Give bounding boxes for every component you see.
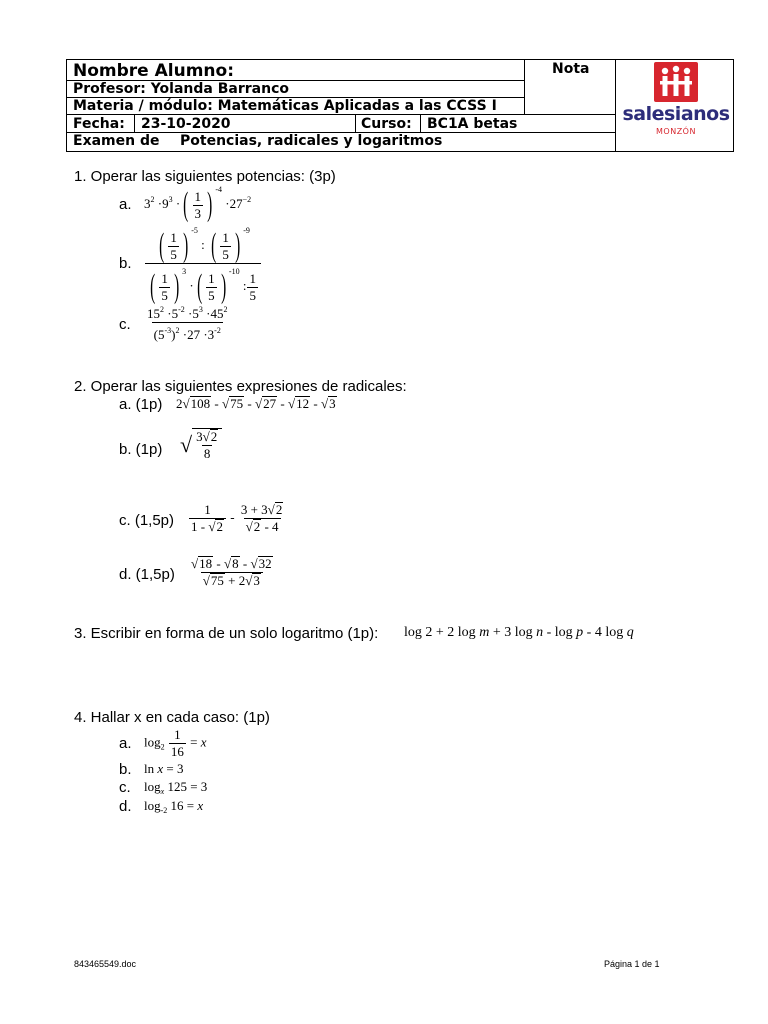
- q2-item-c-label: c. (1,5p): [119, 512, 175, 529]
- q1a-expression: $3^2 \cdot 9^3$ · ( 1 3 ) $^{-4} \cdot 27^{-2}$: [144, 185, 252, 224]
- q1-item-c-label: c.: [119, 316, 131, 333]
- q4-item-d-label: d.: [119, 798, 132, 815]
- question-3-title: 3. Escribir en forma de un solo logaritmo (1p):: [74, 625, 379, 642]
- q2-item-a-label: a. (1p): [119, 396, 163, 413]
- q2-item-b-label: b. (1p): [119, 441, 163, 458]
- salesianos-logo: [620, 60, 732, 150]
- header-col-divider: [134, 114, 135, 132]
- exam-label: Examen de: [73, 133, 160, 149]
- footer-filename: 843465549.doc: [74, 959, 137, 969]
- question-4-title: 4. Hallar x en cada caso: (1p): [74, 709, 270, 726]
- logo-wordmark: salesianos: [622, 103, 730, 125]
- q1b-expression: ( 1 5 ) $^{-5}$ : ( 1 5 ) $^{-9}$ ( 1 5 ) $^3$ · ( 1 5 ) $^{-10}$ : $\frac{1}{5}$: [144, 223, 262, 304]
- date-label: Fecha:: [73, 116, 125, 132]
- q4d-expression: $\log_{-2} 16 = x$: [144, 798, 204, 815]
- q1-item-b-label: b.: [119, 255, 132, 272]
- header-col-divider: [615, 59, 616, 152]
- q2a-expression: 2√108 - √75 - √27 - √12 - √3: [176, 396, 336, 411]
- grade-label: Nota: [552, 61, 590, 77]
- q3-expression: log 2 + 2 log m + 3 log n - log p - 4 log q: [404, 625, 634, 640]
- q4-item-c-label: c.: [119, 779, 131, 796]
- subject-field: Materia / módulo: Matemáticas Aplicadas a las CCSS I: [73, 98, 497, 114]
- header-col-divider: [420, 114, 421, 132]
- question-1-title: 1. Operar las siguientes potencias: (3p): [74, 168, 336, 185]
- teacher-field: Profesor: Yolanda Barranco: [73, 81, 289, 97]
- q2-item-d-label: d. (1,5p): [119, 566, 175, 583]
- q4-item-a-label: a.: [119, 735, 132, 752]
- q1-item-a-label: a.: [119, 196, 132, 213]
- exam-topic: Potencias, radicales y logaritmos: [180, 133, 443, 149]
- header-row-divider: [66, 114, 616, 115]
- course-label: Curso:: [361, 116, 412, 132]
- q4c-expression: $\log_x 125 = 3$: [144, 779, 208, 796]
- q1c-expression: $\frac{15^2 \cdot 5^{-2} \cdot 5^3 \cdot 45^2}{(5^{-3})^2 \cdot 27 \cdot 3^{-2}}$: [147, 305, 228, 342]
- student-name-label: Nombre Alumno:: [73, 61, 235, 81]
- course-value: BC1A betas: [427, 116, 518, 132]
- q2d-expression: $\frac{√18 - √8 - √32}{√75 + 2√3}$: [191, 556, 272, 588]
- q4b-expression: ln x = 3: [144, 761, 184, 776]
- header-col-divider: [524, 59, 525, 115]
- footer-page-number: Página 1 de 1: [604, 959, 660, 969]
- q4-item-b-label: b.: [119, 761, 132, 778]
- header-col-divider: [355, 114, 356, 132]
- date-value: 23-10-2020: [141, 116, 231, 132]
- question-2-title: 2. Operar las siguientes expresiones de radicales:: [74, 378, 407, 395]
- q4a-expression: $\log_2$ $\frac{1}{16}$ = x: [144, 727, 207, 759]
- q2c-expression: $\frac{1}{1 - √2}$ - $\frac{3 + 3√2}{√2 - 4}$: [191, 502, 283, 534]
- logo-subtitle: MONZÓN: [656, 127, 696, 136]
- q2b-expression: √ $\frac{3√2}{8}$: [180, 428, 222, 462]
